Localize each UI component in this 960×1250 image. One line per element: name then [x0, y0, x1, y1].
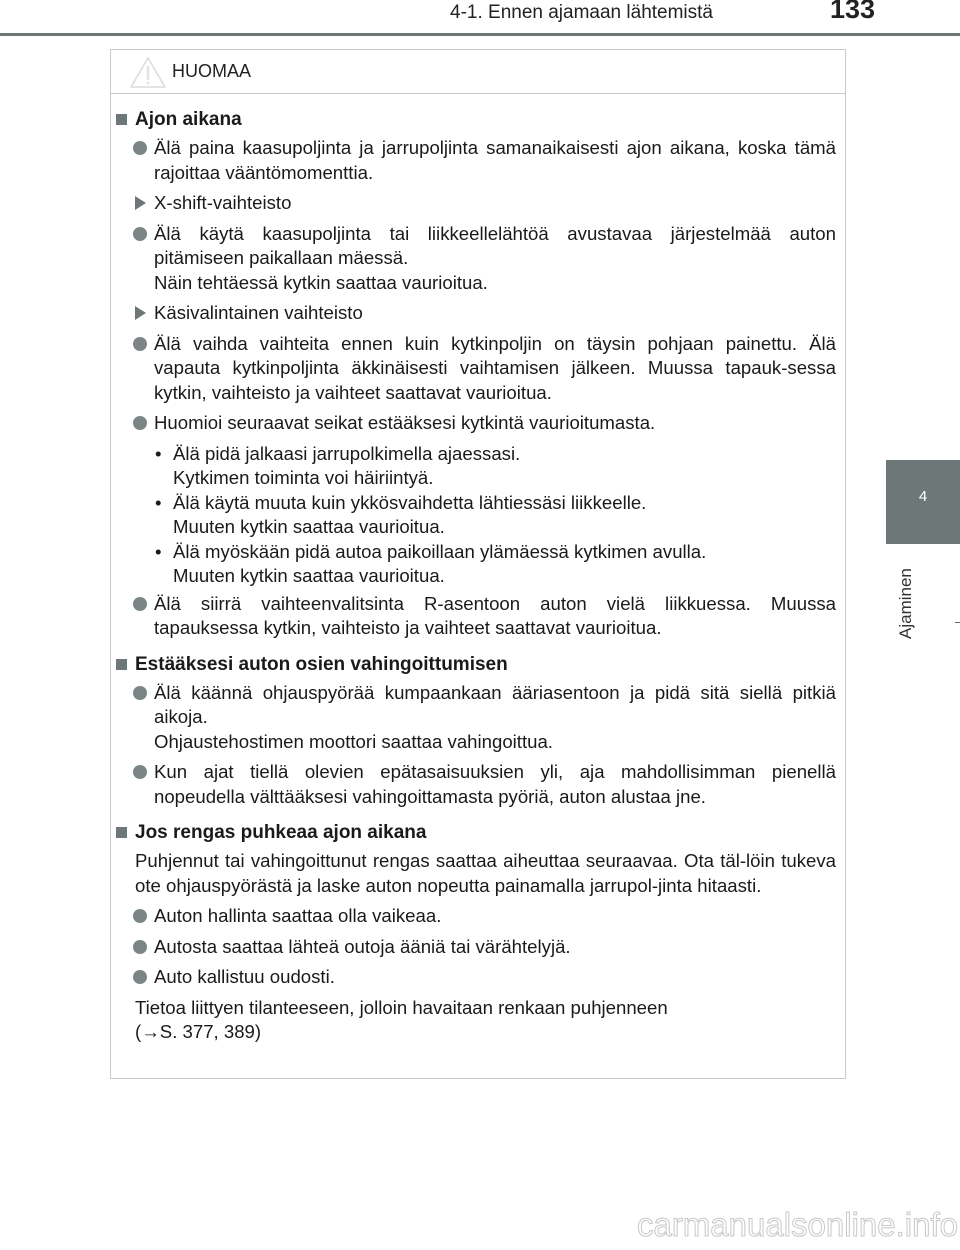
chapter-tab[interactable] [886, 460, 960, 544]
text-line: Älä käytä muuta kuin ykkösvaihdetta lähtiessäsi liikkeelle. [173, 491, 647, 513]
dot-bullet-icon [133, 227, 147, 241]
dot-list-item [111, 904, 845, 929]
bullet-list-item [111, 442, 845, 491]
bullet-list-item [111, 491, 845, 540]
section-heading-text: Jos rengas puhkeaa ajon aikana [135, 822, 427, 843]
text-line: Muuten kytkin saattaa vaurioitua. [173, 516, 445, 537]
page-number: 133 [830, 0, 876, 24]
section-square-icon [116, 114, 127, 125]
text-line: Älä paina kaasupoljinta ja jarrupoljinta samanaikaisesti ajon aikana, koska tämä rajoittaa vääntömomenttia. [154, 137, 836, 183]
dot-bullet-icon [133, 141, 147, 155]
dot-bullet-icon [133, 970, 147, 984]
dot-bullet-icon [133, 765, 147, 779]
text-line: X-shift-vaihteisto [154, 192, 292, 213]
paragraph [111, 849, 845, 898]
text-line: Älä käytä kaasupoljinta tai liikkeellelähtöä avustavaa järjestelmää auton pitämiseen paikallaan mäessä. [154, 222, 836, 268]
section-heading [111, 821, 845, 845]
chapter-number: 4 [918, 488, 928, 505]
section-heading [111, 653, 845, 677]
text-line: Puhjennut tai vahingoittunut rengas saattaa aiheuttaa seuraavaa. Ota täl-löin tukeva ote ohjauspyörästä ja laske auton nopeutta painamalla jarrupol-jinta hitaasti. [135, 850, 836, 896]
text-line: Älä käännä ohjauspyörää kumpaankaan ääriasentoon ja pidä sitä siellä pitkiä aikoja. [154, 681, 836, 727]
header-rule [0, 33, 960, 36]
dot-list-item [111, 222, 845, 296]
text-line: Kytkimen toiminta voi häiriintyä. [173, 467, 434, 488]
section-heading [111, 108, 845, 132]
text-line: Muuten kytkin saattaa vaurioitua. [173, 565, 445, 586]
text-line: Käsivalintainen vaihteisto [154, 302, 363, 323]
text-line: Tietoa liittyen tilanteeseen, jolloin havaitaan renkaan puhjenneen [135, 996, 668, 1018]
dot-list-item [111, 332, 845, 406]
section-title: 4-1. Ennen ajamaan lähtemistä [450, 2, 713, 23]
dot-bullet-icon [133, 940, 147, 954]
chapter-label [893, 555, 923, 645]
dot-list-item [111, 411, 845, 436]
bullet-symbol: • [155, 442, 162, 464]
notice-header [111, 50, 845, 94]
dot-list-item [111, 681, 845, 755]
section-heading-text: Estääksesi auton osien vahingoittumisen [135, 653, 508, 675]
text-line: Auto kallistuu oudosti. [154, 966, 335, 987]
text-line: Huomioi seuraavat seikat estääksesi kytkintä vaurioitumasta. [154, 412, 656, 433]
warning-triangle-icon [129, 56, 167, 89]
dot-list-item [111, 136, 845, 185]
text-line: Älä pidä jalkaasi jarrupolkimella ajaessasi. [173, 442, 521, 464]
section-square-icon [116, 659, 127, 670]
bullet-symbol: • [155, 540, 162, 562]
dot-list-item [111, 592, 845, 641]
dot-bullet-icon [133, 416, 147, 430]
section-heading-text: Ajon aikana [135, 109, 242, 130]
chapter-label-text: Ajaminen [896, 568, 915, 639]
dot-bullet-icon [133, 686, 147, 700]
text-line: Näin tehtäessä kytkin saattaa vaurioitua. [154, 271, 488, 293]
notice-content [111, 94, 845, 1045]
dot-bullet-icon [133, 909, 147, 923]
watermark [540, 1205, 960, 1245]
triangle-arrow-icon [135, 196, 146, 210]
text-line: Kun ajat tiellä olevien epätasaisuuksien yli, aja mahdollisimman pienellä nopeudella välttääksesi vahingoittamasta pyöriä, auton alustaa jne. [154, 761, 836, 807]
notice-box [110, 49, 846, 1079]
text-line: Älä myöskään pidä autoa paikoillaan ylämäessä kytkimen avulla. [173, 540, 707, 562]
text-line: Ohjaustehostimen moottori saattaa vahingoittua. [154, 730, 553, 752]
section-square-icon [116, 827, 127, 838]
text-line: (→S. 377, 389) [135, 1021, 262, 1042]
watermark-text: carmanualsonline.info [636, 1206, 958, 1243]
bullet-symbol: • [155, 491, 162, 513]
subheading-item [111, 191, 845, 216]
dot-list-item [111, 965, 845, 990]
notice-title: HUOMAA [172, 61, 252, 81]
text-line: Auton hallinta saattaa olla vaikeaa. [154, 905, 442, 926]
dot-bullet-icon [133, 337, 147, 351]
subheading-item [111, 301, 845, 326]
paragraph [111, 996, 845, 1045]
side-tick [955, 622, 960, 623]
triangle-arrow-icon [135, 306, 146, 320]
text-line: Älä vaihda vaihteita ennen kuin kytkinpoljin on täysin pohjaan painettu. Älä vapauta kytkinpoljinta äkkinäisesti vaihtamisen jälkeen. Muussa tapauk-sessa kytkin, vaihteisto ja vaihteet saattavat vaurioitua. [154, 332, 836, 403]
dot-bullet-icon [133, 597, 147, 611]
text-line: Autosta saattaa lähteä outoja ääniä tai värähtelyjä. [154, 935, 571, 957]
bullet-list-item [111, 540, 845, 589]
text-line: Älä siirrä vaihteenvalitsinta R-asentoon auton vielä liikkuessa. Muussa tapauksessa kytkin, vaihteisto ja vaihteet saattavat vaurioitua. [154, 592, 836, 638]
dot-list-item [111, 935, 845, 960]
dot-list-item [111, 760, 845, 809]
